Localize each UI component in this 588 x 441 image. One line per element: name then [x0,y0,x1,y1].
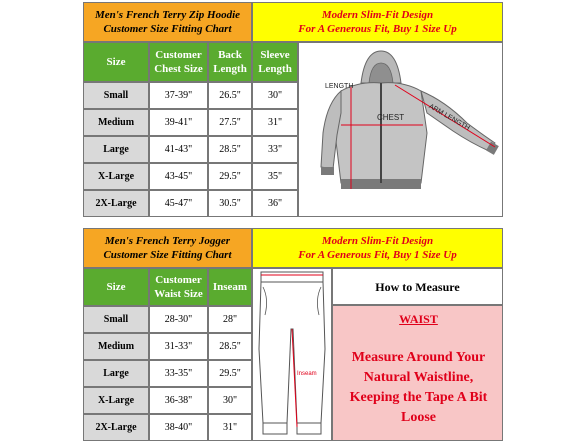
table-cell: 28-30" [149,306,208,333]
jogger-fit-line1: Modern Slim-Fit Design [321,235,434,247]
hoodie-chart-title [83,2,252,42]
table-cell: 35" [252,163,298,190]
table-cell: 31" [252,109,298,136]
jogger-header-waist: Customer Waist Size [149,268,208,306]
jogger-title-line2: Customer Size Fitting Chart [103,249,232,261]
hoodie-header-size: Size [83,42,149,82]
hoodie-title-line2: Customer Size Fitting Chart [103,23,232,35]
table-cell: 33-35" [149,360,208,387]
table-cell: 36" [252,190,298,217]
table-cell: 27.5" [208,109,252,136]
jogger-header-size: Size [83,268,149,306]
jogger-illustration [253,269,331,440]
inseam-label: Inseam [297,371,317,377]
hoodie-diagram-panel [298,42,503,217]
hoodie-table-body [83,82,298,217]
table-cell: Medium [83,333,149,360]
table-cell: X-Large [83,163,149,190]
table-cell: 2X-Large [83,414,149,441]
jogger-fit-line2: For A Generous Fit, Buy 1 Size Up [298,249,457,261]
waist-instructions-panel [332,305,503,441]
table-cell: 30" [208,387,252,414]
table-cell: 29.5" [208,360,252,387]
table-cell: 41-43" [149,136,208,163]
table-cell: 30.5" [208,190,252,217]
table-cell: 26.5" [208,82,252,109]
table-cell: X-Large [83,387,149,414]
jogger-header-inseam: Inseam [208,268,252,306]
hoodie-header-back: Back Length [208,42,252,82]
chest-label: CHEST [377,113,405,122]
jogger-title-line1: Men's French Terry Jogger [104,235,231,247]
length-label: LENGTH [325,83,354,90]
table-cell: 38-40" [149,414,208,441]
table-cell: 36-38" [149,387,208,414]
how-to-measure-heading: How to Measure [332,268,503,305]
table-cell: 37-39" [149,82,208,109]
table-cell: 31" [208,414,252,441]
table-cell: 39-41" [149,109,208,136]
table-cell: Large [83,360,149,387]
waist-heading: WAIST [399,312,438,326]
arm-length-label: ARM LENGTH [427,103,471,133]
table-cell: 28.5" [208,333,252,360]
hoodie-title-line1: Men's French Terry Zip Hoodie [94,9,241,21]
jogger-diagram-panel [252,268,332,441]
table-cell: Medium [83,109,149,136]
table-cell: 2X-Large [83,190,149,217]
hoodie-fit-line2: For A Generous Fit, Buy 1 Size Up [298,23,457,35]
hoodie-header-sleeve: Sleeve Length [252,42,298,82]
table-cell: 33" [252,136,298,163]
table-cell: 43-45" [149,163,208,190]
hoodie-fit-line1: Modern Slim-Fit Design [321,9,434,21]
table-cell: Small [83,306,149,333]
jogger-table-body [83,306,252,441]
table-cell: 28.5" [208,136,252,163]
table-cell: 29.5" [208,163,252,190]
waist-instruction-text: Measure Around Your Natural Waistline, Keeping the Tape A Bit Loose [349,350,488,425]
jogger-chart-title [83,228,252,268]
table-cell: 31-33" [149,333,208,360]
hoodie-fit-note [252,2,503,42]
table-cell: 28" [208,306,252,333]
table-cell: Small [83,82,149,109]
hoodie-header-chest: Customer Chest Size [149,42,208,82]
table-cell: 45-47" [149,190,208,217]
jogger-fit-note [252,228,503,268]
table-cell: Large [83,136,149,163]
hoodie-illustration [299,43,502,216]
table-cell: 30" [252,82,298,109]
